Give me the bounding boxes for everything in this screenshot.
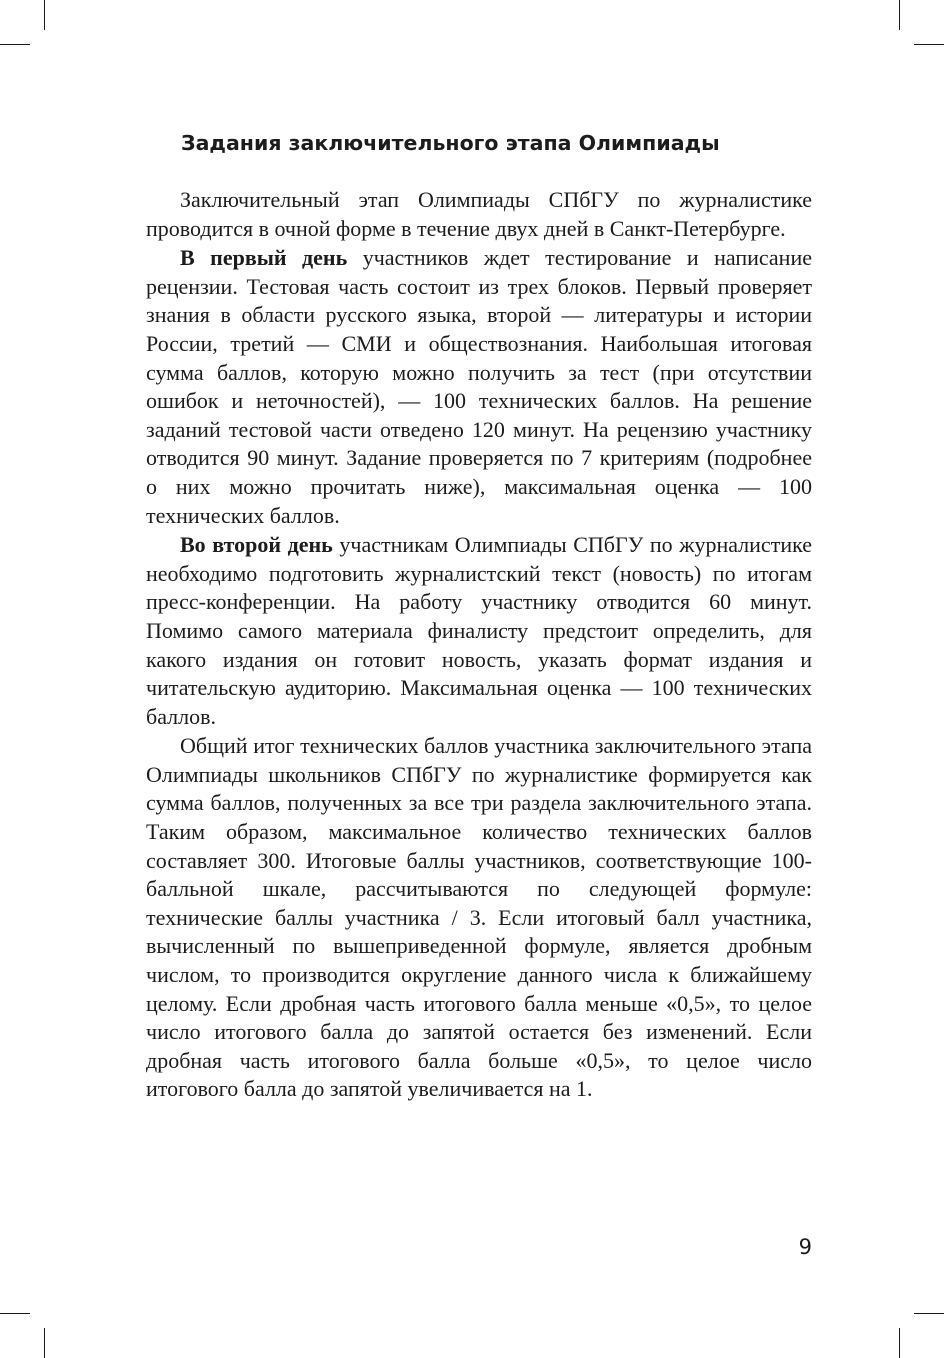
paragraph-text: Общий итог технических баллов участника заключительного этапа Олимпиады школьников СПбГУ по журналистике формируется как сумма баллов, полученных за все три раздела заключительного этапа. Таким образом, максимальное количество технических баллов составляет 300. Итоговые баллы участников, соответствующие 100-балльной шкале, рассчитываются по следующей формуле: технические баллы участника / 3. Если итоговый балл участника, вычисленный по вышеприведенной формуле, является дробным числом, то производится округление данного числа к ближайшему целому. Если дробная часть итогового балла меньше «0,5», то целое число итогового балла до запятой остается без изменений. Если дробная часть итогового балла больше «0,5», то целое число итогового балла до запятой увеличивается на 1.: [146, 733, 812, 1102]
paragraph-scoring: [146, 732, 812, 1104]
paragraph-lead: Во второй день: [180, 532, 333, 558]
paragraph-text: Заключительный этап Олимпиады СПбГУ по журналистике проводится в очной форме в течение двух дней в Санкт-Петербурге.: [146, 187, 812, 241]
paragraph-text: участникам Олимпиады СПбГУ по журналистике необходимо подготовить журналистский текст (новость) по итогам пресс-конференции. На работу участнику отводится 60 минут. Помимо самого материала финалисту предстоит определить, для какого издания он готовит новость, указать формат издания и читательскую аудиторию. Максимальная оценка — 100 технических баллов.: [146, 532, 812, 729]
body-text: [146, 186, 812, 1105]
paragraph-intro: [146, 186, 812, 243]
paragraph-text: участников ждет тестирование и написание рецензии. Тестовая часть состоит из трех блоков. Первый проверяет знания в области русского языка, второй — литературы и истории России, третий — СМИ и обществознания. Наибольшая итоговая сумма баллов, которую можно получить за тест (при отсутствии ошибок и неточностей), — 100 технических баллов. На решение заданий тестовой части отведено 120 минут. На рецензию участнику отводится 90 минут. Задание проверяется по 7 критериям (подробнее о них можно прочитать ниже), максимальная оценка — 100 технических баллов.: [146, 245, 812, 528]
section-heading: Задания заключительного этапа Олимпиады: [181, 131, 720, 155]
crop-mark: [899, 1328, 900, 1358]
paragraph-day-two: [146, 531, 812, 731]
crop-mark: [0, 1313, 30, 1314]
paragraph-lead: В первый день: [180, 245, 348, 271]
crop-mark: [44, 0, 45, 30]
crop-mark: [914, 1313, 944, 1314]
crop-mark: [44, 1328, 45, 1358]
page-number: 9: [798, 1235, 812, 1259]
paragraph-day-one: [146, 244, 812, 530]
crop-mark: [914, 44, 944, 45]
crop-mark: [0, 44, 30, 45]
crop-mark: [899, 0, 900, 30]
